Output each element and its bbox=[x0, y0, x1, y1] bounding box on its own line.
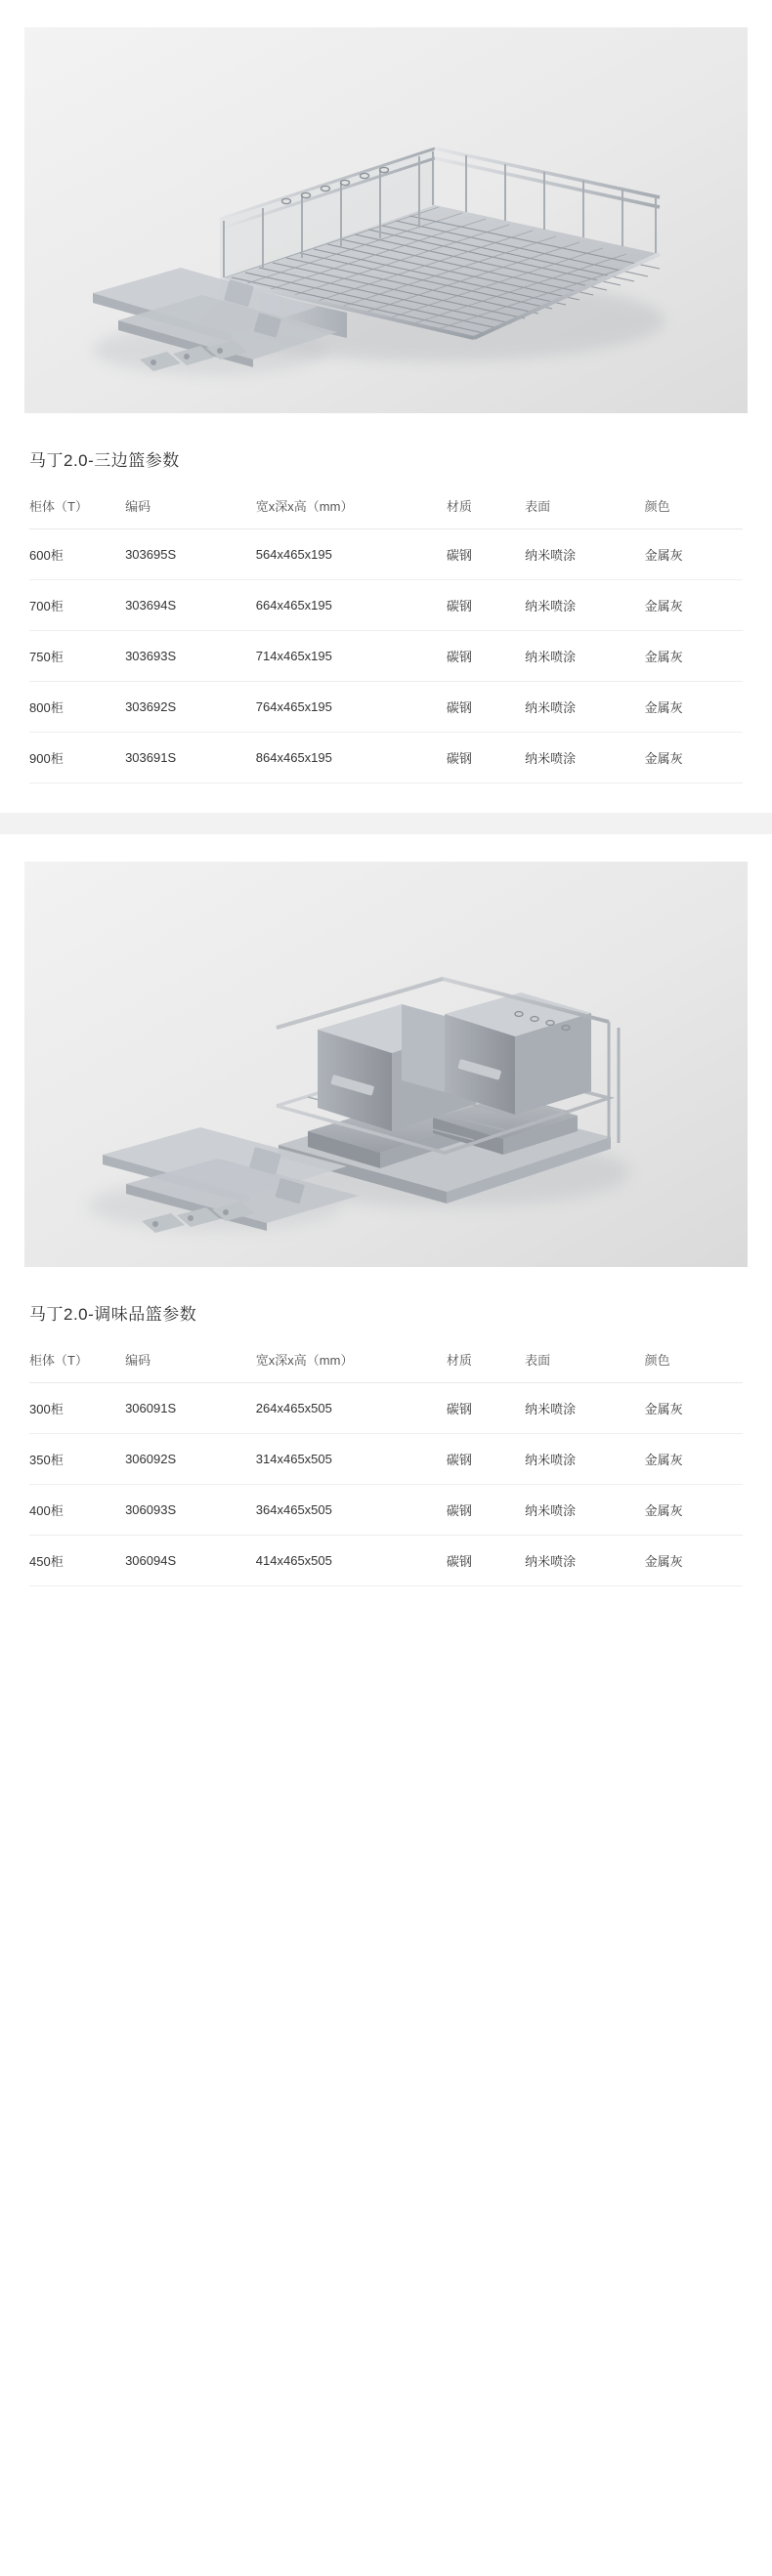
spec-table-2 bbox=[29, 1340, 743, 1586]
table-row bbox=[29, 631, 743, 682]
cell-dimensions: 864x465x195 bbox=[256, 733, 447, 783]
cell-cabinet: 900柜 bbox=[29, 733, 125, 783]
cell-color: 金属灰 bbox=[645, 631, 743, 682]
cell-material: 碳钢 bbox=[447, 1383, 525, 1434]
cell-code: 303691S bbox=[125, 733, 256, 783]
column-header-color: 颜色 bbox=[645, 486, 743, 529]
cell-color: 金属灰 bbox=[645, 733, 743, 783]
cell-material: 碳钢 bbox=[447, 1434, 525, 1485]
cell-cabinet: 300柜 bbox=[29, 1383, 125, 1434]
cell-color: 金属灰 bbox=[645, 1536, 743, 1586]
cell-material: 碳钢 bbox=[447, 631, 525, 682]
cell-material: 碳钢 bbox=[447, 529, 525, 580]
cell-code: 303693S bbox=[125, 631, 256, 682]
product-photo-spice-basket bbox=[24, 862, 748, 1267]
cell-surface: 纳米喷涂 bbox=[525, 1383, 645, 1434]
cell-dimensions: 764x465x195 bbox=[256, 682, 447, 733]
cell-material: 碳钢 bbox=[447, 682, 525, 733]
cell-cabinet: 800柜 bbox=[29, 682, 125, 733]
cell-surface: 纳米喷涂 bbox=[525, 580, 645, 631]
column-header-cabinet: 柜体（T） bbox=[29, 1340, 125, 1383]
cell-material: 碳钢 bbox=[447, 733, 525, 783]
cell-color: 金属灰 bbox=[645, 580, 743, 631]
spec-table-1 bbox=[29, 486, 743, 783]
cell-code: 306094S bbox=[125, 1536, 256, 1586]
cell-dimensions: 314x465x505 bbox=[256, 1434, 447, 1485]
cell-cabinet: 600柜 bbox=[29, 529, 125, 580]
section-divider bbox=[0, 813, 772, 834]
product-section-three-side-basket bbox=[0, 0, 772, 813]
cell-dimensions: 414x465x505 bbox=[256, 1536, 447, 1586]
cell-code: 306092S bbox=[125, 1434, 256, 1485]
cell-cabinet: 750柜 bbox=[29, 631, 125, 682]
column-header-material: 材质 bbox=[447, 1340, 525, 1383]
cell-color: 金属灰 bbox=[645, 529, 743, 580]
table-row bbox=[29, 529, 743, 580]
column-header-surface: 表面 bbox=[525, 486, 645, 529]
table-header-row bbox=[29, 1340, 743, 1383]
cell-material: 碳钢 bbox=[447, 1485, 525, 1536]
table-row bbox=[29, 682, 743, 733]
column-header-dimensions: 宽x深x高（mm） bbox=[256, 1340, 447, 1383]
cell-surface: 纳米喷涂 bbox=[525, 733, 645, 783]
column-header-material: 材质 bbox=[447, 486, 525, 529]
table-header-row bbox=[29, 486, 743, 529]
cell-code: 306091S bbox=[125, 1383, 256, 1434]
cell-cabinet: 350柜 bbox=[29, 1434, 125, 1485]
cell-code: 303694S bbox=[125, 580, 256, 631]
column-header-cabinet: 柜体（T） bbox=[29, 486, 125, 529]
section-title-2: 马丁2.0-调味品篮参数 bbox=[29, 1305, 197, 1324]
cell-surface: 纳米喷涂 bbox=[525, 631, 645, 682]
table-row bbox=[29, 1383, 743, 1434]
table-row bbox=[29, 580, 743, 631]
three-side-basket-illustration bbox=[24, 27, 748, 413]
cell-cabinet: 450柜 bbox=[29, 1536, 125, 1586]
product-photo-three-side-basket bbox=[24, 27, 748, 413]
cell-color: 金属灰 bbox=[645, 1485, 743, 1536]
cell-surface: 纳米喷涂 bbox=[525, 529, 645, 580]
column-header-code: 编码 bbox=[125, 486, 256, 529]
column-header-dimensions: 宽x深x高（mm） bbox=[256, 486, 447, 529]
table-row bbox=[29, 733, 743, 783]
product-image-container-1 bbox=[0, 0, 772, 423]
cell-dimensions: 564x465x195 bbox=[256, 529, 447, 580]
column-header-color: 颜色 bbox=[645, 1340, 743, 1383]
cell-surface: 纳米喷涂 bbox=[525, 1485, 645, 1536]
cell-color: 金属灰 bbox=[645, 682, 743, 733]
column-header-surface: 表面 bbox=[525, 1340, 645, 1383]
cell-cabinet: 400柜 bbox=[29, 1485, 125, 1536]
table-row bbox=[29, 1434, 743, 1485]
cell-material: 碳钢 bbox=[447, 580, 525, 631]
cell-dimensions: 264x465x505 bbox=[256, 1383, 447, 1434]
table-row bbox=[29, 1536, 743, 1586]
product-section-spice-basket bbox=[0, 834, 772, 1616]
cell-dimensions: 714x465x195 bbox=[256, 631, 447, 682]
cell-code: 303695S bbox=[125, 529, 256, 580]
cell-surface: 纳米喷涂 bbox=[525, 682, 645, 733]
column-header-code: 编码 bbox=[125, 1340, 256, 1383]
cell-cabinet: 700柜 bbox=[29, 580, 125, 631]
cell-color: 金属灰 bbox=[645, 1383, 743, 1434]
cell-dimensions: 664x465x195 bbox=[256, 580, 447, 631]
cell-material: 碳钢 bbox=[447, 1536, 525, 1586]
spice-basket-illustration bbox=[24, 862, 748, 1267]
section-title-1: 马丁2.0-三边篮参数 bbox=[29, 451, 180, 470]
cell-surface: 纳米喷涂 bbox=[525, 1434, 645, 1485]
product-image-container-2 bbox=[0, 834, 772, 1277]
cell-code: 306093S bbox=[125, 1485, 256, 1536]
cell-color: 金属灰 bbox=[645, 1434, 743, 1485]
cell-surface: 纳米喷涂 bbox=[525, 1536, 645, 1586]
cell-dimensions: 364x465x505 bbox=[256, 1485, 447, 1536]
cell-code: 303692S bbox=[125, 682, 256, 733]
table-row bbox=[29, 1485, 743, 1536]
